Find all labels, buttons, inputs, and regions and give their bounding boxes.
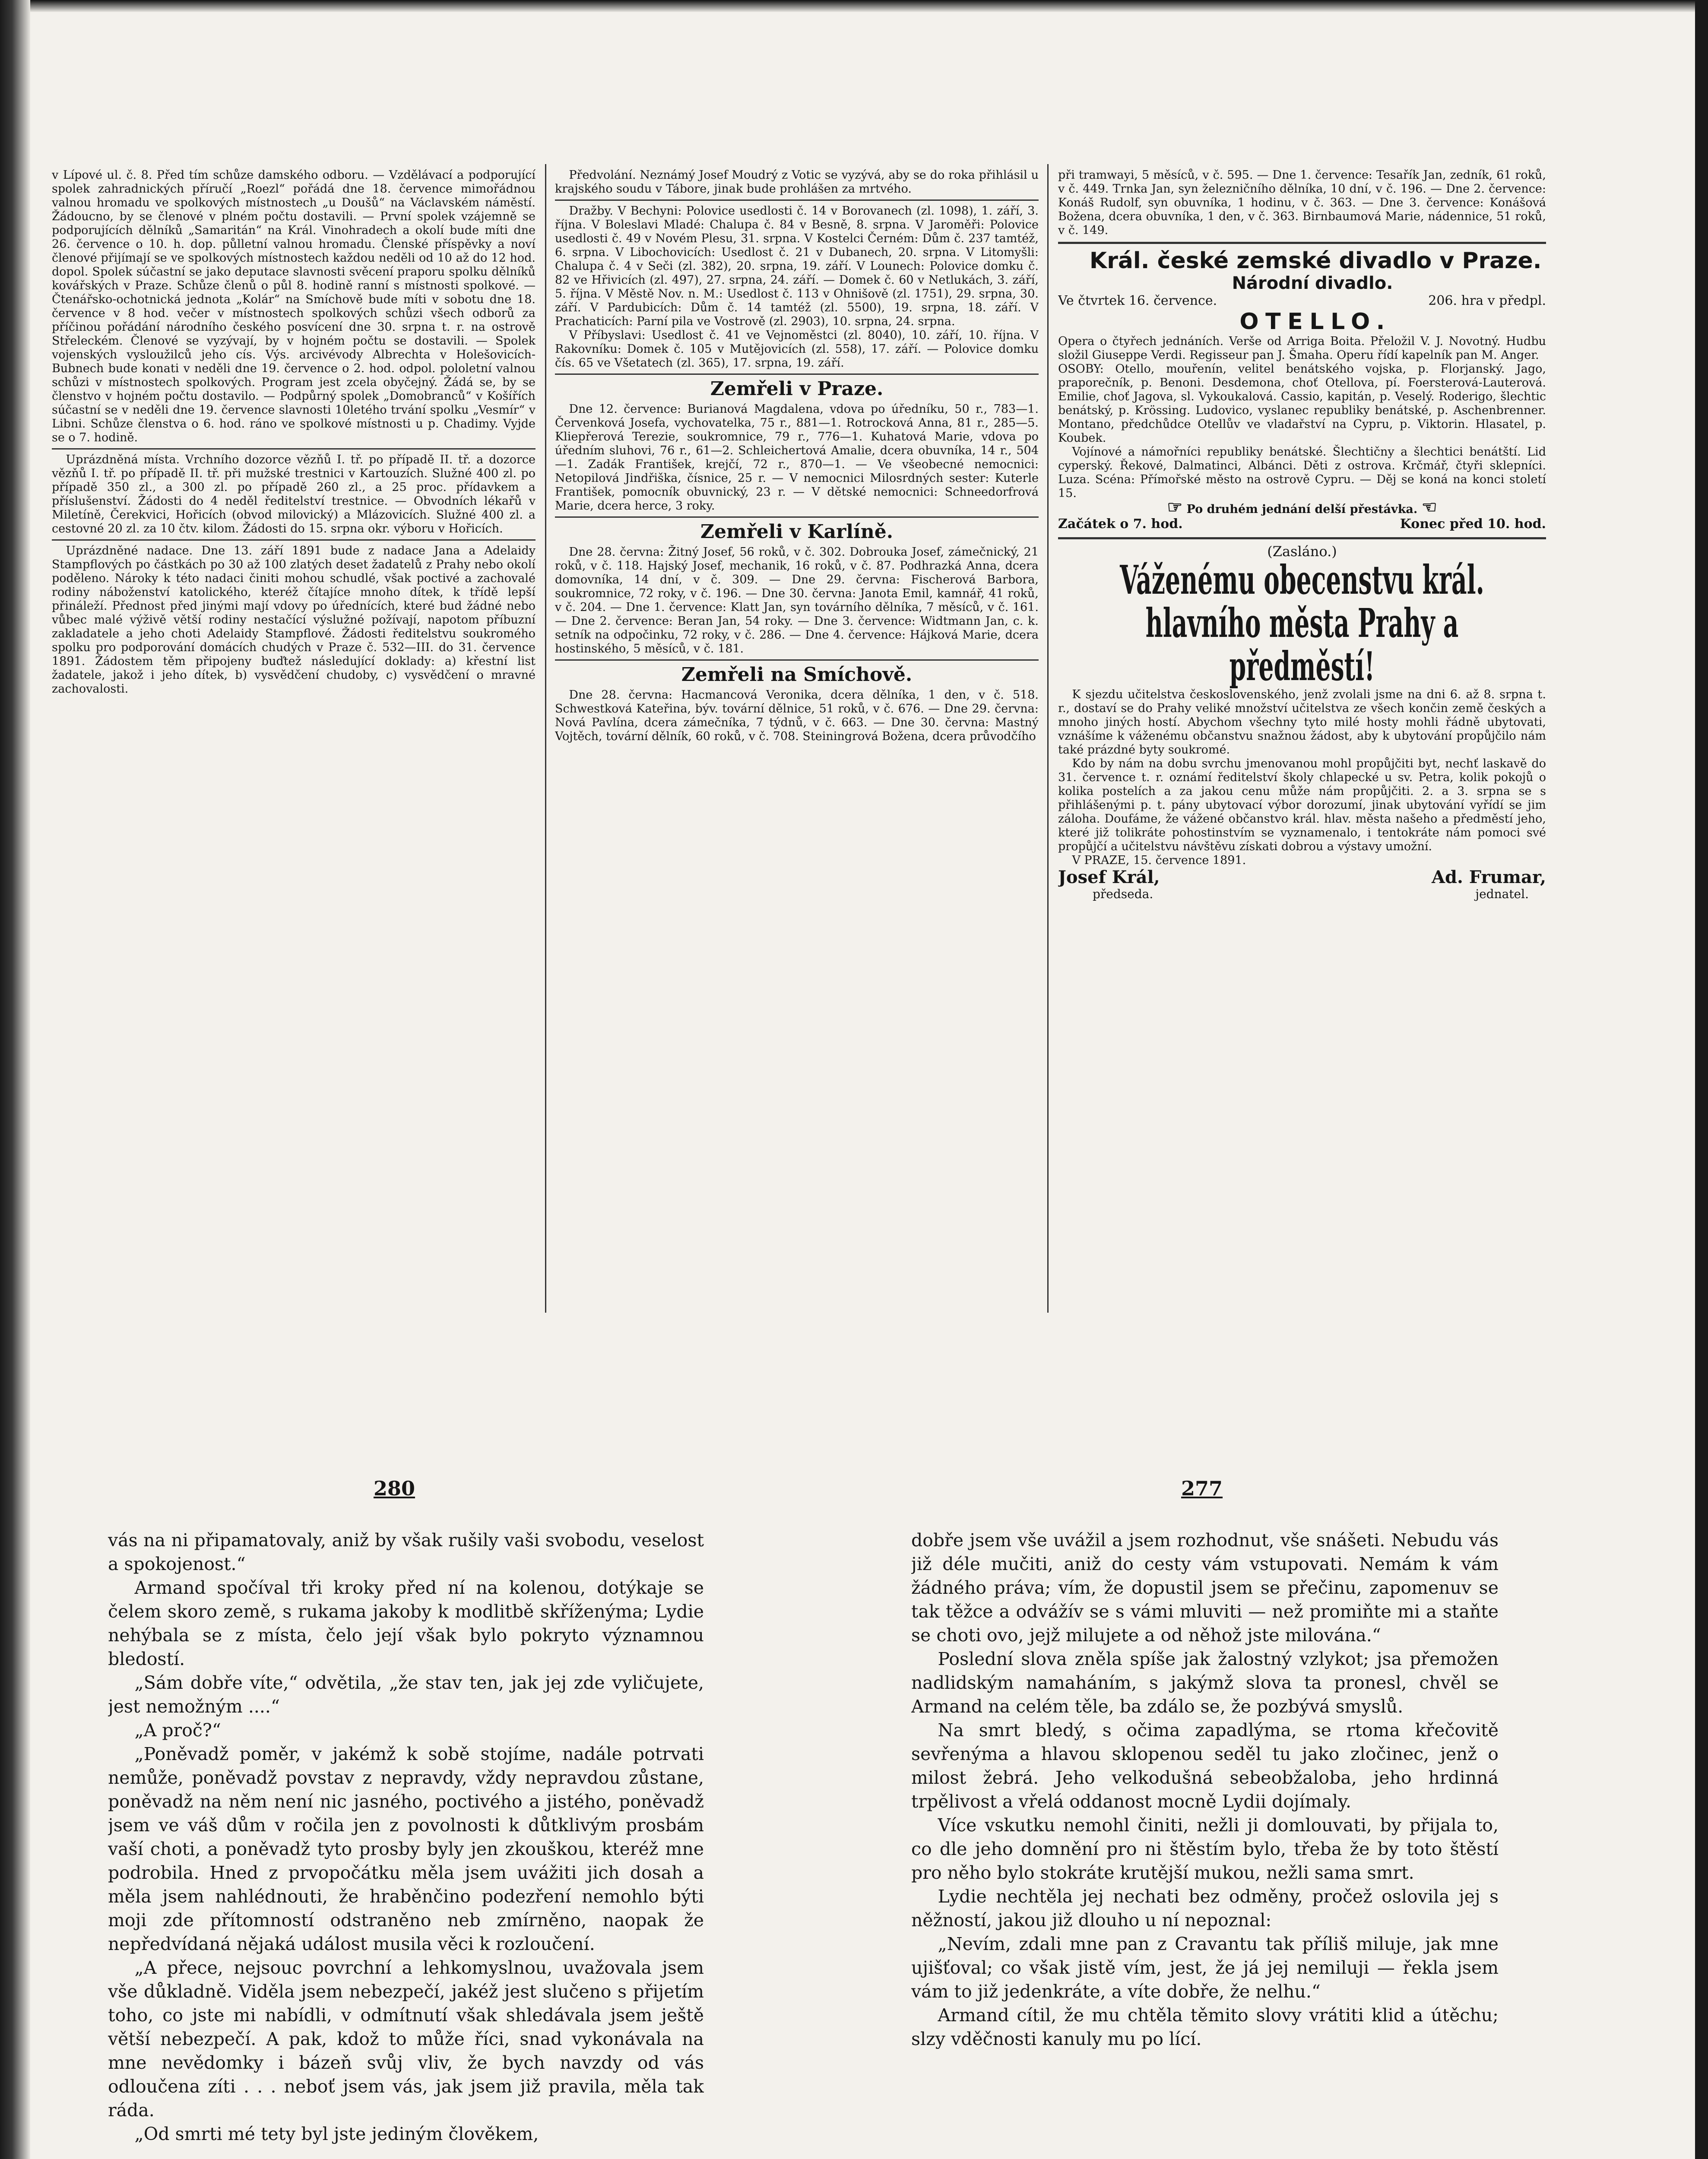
news-paragraph: Uprázdněná místa. Vrchního dozorce vězňů I. tř. po případě II. tř. a dozorce vězňů I. tř. po případě II. tř. při mužské trestnici v Kartouzích. Služné 400 zl. po případě 350 zl., a 300 zl. po případě 260 zl., a 25 proc. přídavkem a příslušenství. Žádosti do 4 neděl ředitelství trestnice. — Obvodních lékařů v Miletíně, Čerekvici, Hořicích (obvod milovický) a Mlázovicích. Služné 400 zl. a cestovné 20 zl. za 10 čtv. kilom. Žádosti do 15. srpna okr. výboru v Hořicích. bbox=[52, 453, 536, 535]
pointing-hand-icon: ☜ bbox=[1421, 497, 1437, 517]
news-paragraph: Uprázdněné nadace. Dne 13. září 1891 bude z nadace Jana a Adelaidy Stampflových po částkách po 30 až 100 zlatých deset žadatelů z Prahy nebo okolí poděleno. Nároky k této nadaci činiti mohou schudlé, však poctivé a zachovalé rodiny náboženství katolického, kteréž čítajíce mnoho dítek, k třídě lepší přináleží. Přednost před jinými mají vdovy po úřednících, které bud žádné nebo vůbec malé výživě větší rodiny nestačící výslužné požívají, napotom příbuzní zakladatele a jeho choti Adelaidy Stampflové. Žádosti ředitelstvu soukromého spolku pro podporování domácích chudých v Praze č. 532—III. do 31. července 1891. Žádostem těm připojeny buďtež následující doklady: a) křestní list žadatele, jakož i jeho dítek, b) vysvědčení chudoby, c) vysvědčení o mravné zachovalosti. bbox=[52, 544, 536, 696]
theatre-performance-number: 206. hra v předpl. bbox=[1428, 293, 1546, 308]
novel-page-left bbox=[108, 1529, 704, 2159]
news-paragraph: V Příbyslavi: Usedlost č. 41 ve Vejnoměstci (zl. 8040), 10. září, 10. října. V Rakovníku: Domek č. 105 v Mutějovicích (zl. 558), 17. září. — Polovice domku čís. 65 ve Všetatech (zl. 365), 17. srpna, 19. září. bbox=[555, 329, 1039, 370]
section-divider bbox=[555, 516, 1039, 518]
obituary-heading: Zemřeli v Praze. bbox=[710, 378, 884, 400]
section-divider bbox=[1058, 242, 1546, 244]
novel-paragraph: Více vskutku nemohl činiti, nežli ji domlouvati, by přijala to, co dle jeho domnění pro ni štěstím bylo, třeba že by toto štěstí pro něho bylo stokráte krutější mukou, nežli sama smrt. bbox=[911, 1815, 1499, 1883]
zaslano-text: Kdo by nám na dobu svrchu jmenovanou mohl propůjčiti byt, nechť laskavě do 31. července t. r. oznámí ředitelství školy chlapecké u sv. Petra, kolik pokojů o kolika postelích a za jakou cenu může nám propůjčiti. 2. a 3. srpna se s přihlášenými p. t. pány ubytovací výbor dorozumí, jinak ubytování vyřídí se jim záloha. Doufáme, že vážené občanstvo král. hlav. města našeho a předměstí jeho, které již tolikráte pohostinstvím se vyznamenalo, i tentokráte nám pomoci své propůjčí a učitelstvu návštěvu získati dobrou a výstavy umožní. bbox=[1058, 757, 1546, 853]
zaslano-date: V PRAZE, 15. července 1891. bbox=[1072, 854, 1246, 867]
news-column-3 bbox=[1058, 168, 1546, 1317]
theatre-subtitle: Národní divadlo. bbox=[1232, 273, 1393, 293]
theatre-date: Ve čtvrtek 16. července. bbox=[1058, 293, 1217, 308]
zaslano-label: (Zasláno.) bbox=[1267, 543, 1337, 560]
opera-title: OTELLO. bbox=[1239, 309, 1392, 335]
page-edge-left bbox=[0, 0, 30, 2159]
page-edge-right bbox=[1695, 0, 1708, 2159]
novel-paragraph: „A přece, nejsouc povrchní a lehkomyslnou, uvažovala jsem vše důkladně. Viděla jsem nebezpečí, jakéž jest slučeno s přijetím toho, co jste mi nabídli, v odmítnutí však shledávala jsem ještě větší nebezpečí. A pak, kdož to může říci, snad vykonávala na mne nevědomky i bázeň svůj vliv, že bych navzdy od vás odloučena zíti . . . neboť jsem vás, jak jsem již pravila, měla tak ráda. bbox=[108, 1957, 704, 2121]
novel-paragraph: vás na ni připamatovaly, aniž by však rušily vaši svobodu, veselost a spokojenost.“ bbox=[108, 1530, 704, 1574]
theatre-start-time: Začátek o 7. hod. bbox=[1058, 516, 1183, 532]
section-divider bbox=[52, 539, 536, 541]
signer-role: jednatel. bbox=[1475, 887, 1529, 901]
page-number-right: 277 bbox=[1181, 1477, 1223, 1500]
section-divider bbox=[1058, 537, 1546, 539]
novel-page-right bbox=[911, 1529, 1499, 2159]
opera-cast: OSOBY: Otello, mouřenín, velitel benátského vojska, p. Florjanský. Jago, praporečník, p. Benoni. Desdemona, choť Otellova, pí. Foersterová-Lauterová. Emilie, choť Jagova, sl. Vykoukalová. Cassio, kapitán, p. Veselý. Roderigo, šlechtic benátský, p. Krössing. Ludovico, vyslanec republiky benátské, p. Aschenbrenner. Montano, předchůdce Otellův ve vladařství na Cypru, p. Viktorin. Hlasatel, p. Koubek. bbox=[1058, 362, 1546, 445]
zaslano-text: K sjezdu učitelstva československého, jenž zvolali jsme na dni 6. až 8. srpna t. r., dostaví se do Prahy veliké množství učitelstva ze všech končin země českých a mnoho jiných hostí. Abychom všechny tyto milé hosty mohli řádně ubytovati, vznášíme k váženému občanstvu snažnou žádost, aby k ubytování propůjčilo nám také prázdné byty soukromé. bbox=[1058, 688, 1546, 757]
page-number-left: 280 bbox=[374, 1477, 415, 1500]
theatre-date-row bbox=[1058, 293, 1546, 309]
section-divider bbox=[555, 374, 1039, 375]
news-paragraph: v Lípové ul. č. 8. Před tím schůze damského odboru. — Vzdělávací a podporující spolek zahradnických příručí „Roezl“ pořádá dne 18. července mimořádnou valnou hromadu ve spolkových místnostech „u Doušů“ na Václavském náměstí. Žádoucno, by se členové v plném počtu dostavili. — První spolek vzájemně se podporujících dělníků „Samaritán“ na Král. Vinohradech a okolí bude míti dne 26. července o 10. h. dop. půlletní valnou hromadu. Členské příspěvky a noví členové přijímají se ve spolkových místnostech každou neděli od 10 až do 12 hod. dopol. Spolek súčastní se jako deputace slavnosti svěcení praporu spolku dělníků kovářských v Praze. Schůze členů o půl 8. hodině ranní s místnosti spolkové. — Čtenářsko-ochotnická jednota „Kolár“ na Smíchově bude míti v sobotu dne 18. července v 8 hod. večer v místnostech spolkových schůzi všech odborů za příčinou pořádání národního českého posvícení dne 30. srpna t. r. na ostrově Střeleckém. Členové se vyzývají, by v hojném počtu se dostavili. — Spolek vojenských vysloužilců jeho cís. Výs. arcivévody Albrechta v Holešovicích-Bubnech bude konati v neděli dne 19. července o 2. hod. odpol. pololetní valnou schůzi v místnostech spolkových. Program jest zcela obyčejný. Žádá se, by se členstvo v hojném počtu dostavilo. — Podpůrný spolek „Domobranců“ v Košířích súčastní se v neděli dne 19. července slavnosti 10letého trvání spolku „Vesmír“ v Libni. Schůze členstva o 6. hod. ráno ve spolkové místnosti u p. Chadimy. Vyjde se o 7. hodině. bbox=[52, 168, 536, 444]
pause-note: Po druhém jednání delší přestávka. bbox=[1186, 503, 1418, 516]
theatre-end-time: Konec před 10. hod. bbox=[1400, 516, 1546, 532]
theatre-title: Král. české zemské divadlo v Praze. bbox=[1089, 248, 1542, 274]
novel-paragraph: Armand spočíval tři kroky před ní na kolenou, dotýkaje se čelem skoro země, s rukama jakoby k modlitbě skříženýma; Lydie nehýbala se z místa, čelo její však bylo pokryto významnou bledostí. bbox=[108, 1577, 704, 1669]
pause-note-row bbox=[1058, 497, 1546, 517]
news-paragraph: Dražby. V Bechyni: Polovice usedlosti č. 14 v Borovanech (zl. 1098), 1. září, 3. října. V Boleslavi Mladé: Chalupa č. 84 v Besně, 8. srpna. V Jaroměři: Polovice usedlosti č. 49 v Novém Plesu, 31. srpna. V Kostelci Černém: Dům č. 237 tamtéž, 6. srpna. V Libochovicích: Usedlost č. 21 v Dubanech, 20. srpna. V Litomyšli: Chalupa č. 4 v Seči (zl. 382), 20. srpna, 19. září. V Lounech: Polovice domku č. 82 ve Hřivicích (zl. 497), 27. srpna, 24. září. — Domek č. 60 v Netlukách, 3. září, 5. října. V Městě Nov. n. M.: Usedlost č. 113 v Ohnišově (zl. 1751), 29. srpna, 30. září. V Pardubicích: Dům č. 14 tamtéž (zl. 5500), 19. srpna, 18. září. V Prachaticích: Parní pila ve Vostrově (zl. 2903), 10. srpna, 24. srpna. bbox=[555, 204, 1039, 328]
news-column-2 bbox=[555, 168, 1039, 1308]
theatre-times-row bbox=[1058, 516, 1546, 532]
novel-paragraph: dobře jsem vše uvážil a jsem rozhodnut, vše snášeti. Nebudu vás již déle mučiti, aniž do cesty vám vstupovati. Nemám k vám žádného práva; vím, že dopustil jsem se přečinu, zapomenuv se tak těžce a odvážív se s vámi mluviti — než promiňte mi a staňte se choti ovo, jejž milujete a od něhož jste milována.“ bbox=[911, 1530, 1499, 1646]
news-paragraph: Dne 28. června: Hacmancová Veronika, dcera dělníka, 1 den, v č. 518. Schwestková Kateřina, býv. tovární dělnice, 51 roků, v č. 676. — Dne 29. června: Nová Pavlína, dcera zámečníka, 7 týdnů, v č. 663. — Dne 30. června: Mastný Vojtěch, tovární dělník, 60 roků, v č. 708. Steiningrová Božena, dcera průvodčího bbox=[555, 688, 1039, 743]
section-divider bbox=[52, 448, 536, 450]
news-paragraph: Dne 12. července: Burianová Magdalena, vdova po úředníku, 50 r., 783—1. Červenková Josefa, vychovatelka, 75 r., 881—1. Rotrocková Anna, 81 r., 285—5. Kliepřerová Terezie, soukromnice, 79 r., 776—1. Kuhatová Marie, vdova po úředním sluhovi, 76 r., 61—2. Schleichertová Amalie, dcera obuvníka, 14 r., 504—1. Zadák František, krejčí, 72 r., 870—1. — Ve všeobecné nemocnici: Netopilová Jindřiška, čísnice, 25 r. — V nemocnici Milosrdných sester: Kuterle František, pomocník obuvnický, 23 r. — V dětské nemocnici: Schneedorfrová Marie, dcera herce, 3 roky. bbox=[555, 402, 1039, 513]
section-divider bbox=[555, 659, 1039, 661]
news-paragraph: Předvolání. Neznámý Josef Moudrý z Votic se vyzývá, aby se do roka přihlásil u krajského soudu v Tábore, jinak bude prohlášen za mrtvého. bbox=[555, 168, 1039, 196]
signer-name: Josef Král, bbox=[1058, 867, 1160, 887]
obituary-heading: Zemřeli na Smíchově. bbox=[681, 664, 913, 686]
novel-paragraph: „Nevím, zdali mne pan z Cravantu tak příliš miluje, jak mne ujišťoval; co však jistě vím, jest, že já jej nemiluji — řekla jsem vám to již jedenkráte, a víte dobře, že nelhu.“ bbox=[911, 1934, 1499, 2002]
news-paragraph: při tramwayi, 5 měsíců, v č. 595. — Dne 1. července: Tesařík Jan, zedník, 61 roků, v č. 449. Trnka Jan, syn železničního dělníka, 10 dní, v č. 196. — Dne 2. července: Konáš Rudolf, syn obuvníka, 1 hodinu, v č. 363. — Dne 3. července: Konášová Božena, dcera obuvníka, 1 den, v č. 363. Birnbaumová Marie, nádennice, 51 roků, v č. 149. bbox=[1058, 168, 1546, 237]
novel-paragraph: „Poněvadž poměr, v jakémž k sobě stojíme, nadále potrvati nemůže, poněvadž povstav z nepravdy, vždy nepravdou zůstane, poněvadž na něm není nic jasného, poctivého a jistého, poněvadž jsem ve váš dům v ročila jen z povolnosti k důtklivým prosbám vaší choti, a poněvadž tyto prosby byly jen zkouškou, kteréž mne podrobila. Hned z prvopočátku měla jsem uvážiti jich dosah a měla jsem nahlédnouti, že hraběnčino podezření nemohlo býti moji zde přítomností odstraněno neb zmírněno, naopak že nepředvídaná nějaká událost musila věci k rozloučení. bbox=[108, 1744, 704, 1954]
signer-role: předseda. bbox=[1093, 887, 1153, 901]
news-column-1 bbox=[52, 168, 536, 1308]
page-edge-top bbox=[0, 0, 1708, 12]
novel-paragraph: „A proč?“ bbox=[134, 1720, 221, 1741]
opera-extras: Vojínové a námořníci republiky benátské. Šlechtičny a šlechtici benátští. Lid cyperský. Řekové, Dalmatinci, Albánci. Děti z ostrova. Krčmář, čtyři sklepníci. Luza. Scéna: Přímořské město na ostrově Cypru. — Děj se koná na konci století 15. bbox=[1058, 445, 1546, 500]
novel-paragraph: Armand cítil, že mu chtěla těmito slovy vrátiti klid a útěchu; slzy vděčnosti kanuly mu po lící. bbox=[911, 2005, 1499, 2049]
section-divider bbox=[555, 199, 1039, 201]
novel-paragraph: Poslední slova zněla spíše jak žalostný vzlykot; jsa přemožen nadlidským namaháním, s jakýmž slova ta pronesl, chvěl se Armand na celém těle, ba zdálo se, že pozbývá smyslů. bbox=[911, 1649, 1499, 1717]
obituary-heading: Zemřeli v Karlíně. bbox=[700, 521, 894, 543]
signer-role-row bbox=[1058, 887, 1546, 901]
novel-paragraph: Lydie nechtěla jej nechati bez odměny, pročež oslovila jej s něžností, jakou již dlouho u ní nepoznal: bbox=[911, 1886, 1499, 1931]
signer-name: Ad. Frumar, bbox=[1431, 867, 1546, 887]
column-divider bbox=[545, 164, 546, 1313]
news-paragraph: Dne 28. června: Žitný Josef, 56 roků, v č. 302. Dobrouka Josef, zámečnický, 21 roků, v č. 118. Hajský Josef, mechanik, 16 roků, v č. 87. Podhrazká Anna, dcera domovníka, 14 dní, v č. 309. — Dne 29. června: Fischerová Barbora, soukromnice, 72 roky, v č. 196. — Dne 30. června: Janota Emil, kamnář, 41 roků, v č. 204. — Dne 1. července: Klatt Jan, syn továrního dělníka, 7 měsíců, v č. 161. — Dne 2. července: Beran Jan, 54 roky. — Dne 3. července: Widtmann Jan, c. k. setník na odpočinku, 72 roky, v č. 286. — Dne 4. července: Hájková Marie, dcera hostinského, 5 měsíců, v č. 181. bbox=[555, 545, 1039, 655]
column-divider bbox=[1047, 164, 1049, 1313]
novel-paragraph: „Od smrti mé tety byl jste jediným člověkem, bbox=[134, 2124, 539, 2144]
zaslano-headline: Váženému obecenstvu král. hlavního města Prahy a předměstí! bbox=[1120, 557, 1484, 690]
signature-row bbox=[1058, 867, 1546, 887]
novel-paragraph: Na smrt bledý, s očima zapadlýma, se rtoma křečovitě sevřenýma a hlavou sklopenou seděl tu jako zločinec, jenž o milost žebrá. Jeho velkodušná sebeobžaloba, jeho hrdinná trpělivost a vřelá oddanost mocně Lydii dojímaly. bbox=[911, 1720, 1499, 1812]
opera-intro: Opera o čtyřech jednáních. Verše od Arriga Boita. Přeložil V. J. Novotný. Hudbu složil Giuseppe Verdi. Regisseur pan J. Šmaha. Operu řídí kapelník pan M. Anger. bbox=[1058, 335, 1546, 362]
pointing-hand-icon: ☞ bbox=[1167, 497, 1183, 517]
novel-paragraph: „Sám dobře víte,“ odvětila, „že stav ten, jak jej zde vyličujete, jest nemožným ....“ bbox=[108, 1672, 704, 1717]
